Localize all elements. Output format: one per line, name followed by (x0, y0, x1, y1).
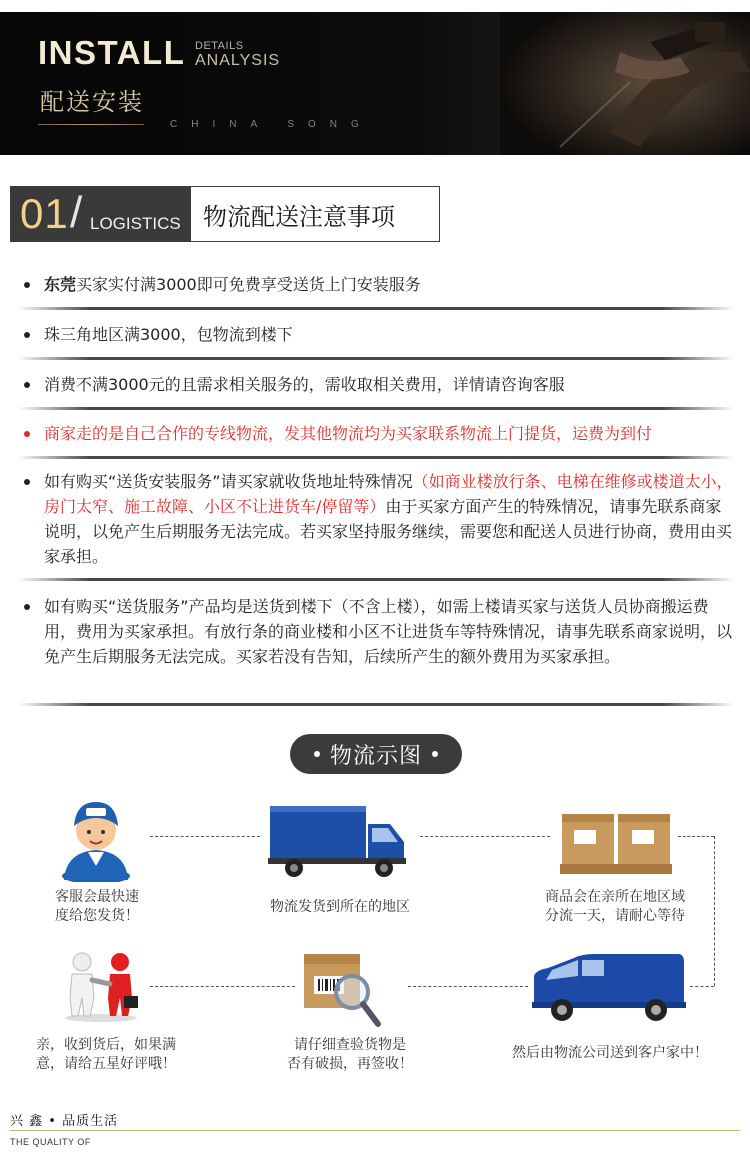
note-item-6 (22, 594, 734, 669)
step-1-line-1: 客服会最快速 (55, 889, 139, 905)
banner-details-text: DETAILS (195, 40, 244, 52)
inspect-package-icon (300, 950, 384, 1034)
separator (18, 407, 734, 410)
bullet-dot (24, 479, 30, 485)
section-slash: / (70, 188, 83, 237)
bullet-dot (24, 604, 30, 610)
flow-connector (150, 986, 295, 987)
note-item-4 (22, 421, 734, 446)
delivery-van-icon (528, 950, 688, 1024)
step-3-line-1: 商品会在亲所在地区域 (545, 889, 685, 905)
note-5-text-a: 如有购买“送货安装服务”请买家就收货地址特殊情况 (44, 472, 413, 491)
flow-title-pill (290, 734, 462, 774)
footer-subtitle: THE QUALITY OF (10, 1137, 91, 1147)
step-1-caption (30, 888, 164, 926)
step-6-line-1: 亲，收到货后，如果满 (36, 1037, 176, 1053)
flow-connector (678, 836, 714, 837)
step-5-line-1: 请仔细查验货物是 (294, 1037, 406, 1053)
note-1-text: 买家实付满3000即可免费享受送货上门安装服务 (76, 275, 421, 294)
note-item-3 (22, 372, 734, 397)
note-1-city: 东莞 (44, 275, 77, 294)
note-item-2 (22, 322, 734, 347)
flow-connector (714, 836, 715, 986)
pill-dot-right (432, 751, 438, 757)
note-5-text-b: 由于买家方面产生的特殊情况，请事先联系商家说明，以免产生后期服务无法完成。若买家坚持服务继续，需要您和配送人员进行协商，费用由买家承担。 (44, 497, 733, 566)
flow-connector (408, 986, 528, 987)
note-3-text: 消费不满3000元的且需求相关服务的，需收取相关费用，详情请咨询客服 (44, 375, 565, 394)
step-3-caption (520, 888, 710, 926)
banner-analysis-text: ANALYSIS (195, 52, 281, 69)
section-number-box (10, 186, 190, 242)
step-4-caption: 然后由物流公司送到客户家中！ (512, 1045, 708, 1061)
handshake-icon (60, 950, 142, 1022)
bullet-dot (24, 282, 30, 288)
bullet-dot (24, 431, 30, 437)
banner-install-text: INSTALL (38, 34, 186, 71)
note-4-text: 商家走的是自己合作的专线物流，发其他物流均为买家联系物流上门提货，运费为到付 (44, 424, 653, 443)
step-6-line-2: 意，请给五星好评哦！ (36, 1056, 176, 1072)
note-2-text: 珠三角地区满3000，包物流到楼下 (44, 325, 293, 344)
separator (18, 578, 734, 581)
step-2-caption: 物流发货到所在的地区 (270, 899, 410, 915)
step-6-caption (26, 1036, 186, 1074)
flow-connector (690, 986, 714, 987)
note-5-red-text: （如商业楼放行条、电梯在维修或楼道太小，房门太窄、施工故障、小区不让进货车/停留等） (44, 472, 733, 516)
footer-divider (10, 1130, 740, 1131)
step-3-line-2: 分流一天，请耐心等待 (545, 908, 685, 924)
cardboard-boxes-icon (560, 810, 672, 876)
bullet-dot (24, 332, 30, 338)
banner-chinese-title: 配送安装 (40, 88, 144, 116)
separator (18, 307, 734, 310)
flow-connector (150, 836, 260, 837)
banner-china-song: CHINA SONG (170, 119, 373, 130)
separator (18, 456, 734, 459)
section-sub-label: LOGISTICS (90, 214, 181, 233)
install-banner (0, 12, 750, 155)
step-5-line-2: 否有破损，再签收！ (287, 1056, 413, 1072)
section-title: 物流配送注意事项 (190, 186, 440, 242)
footer-brand: 兴 鑫 • 品质生活 (10, 1114, 119, 1129)
bullet-dot (24, 382, 30, 388)
step-5-caption (270, 1036, 430, 1074)
pill-dot-left (314, 751, 320, 757)
note-6-text: 如有购买“送货服务”产品均是送货到楼下（不含上楼），如需上楼请买家与送货人员协商搬运费用，费用为买家承担。有放行条的商业楼和小区不让进货车等特殊情况，请事先联系商家说明，以免产生后期服务无法完成。买家若没有告知，后续所产生的额外费用为买家承担。 (44, 597, 733, 666)
note-item-1 (22, 272, 734, 297)
separator (18, 703, 734, 706)
flow-title: 物流示图 (329, 743, 422, 769)
delivery-truck-icon (268, 804, 408, 878)
section-number: 01 (20, 190, 69, 237)
customer-service-icon (58, 796, 134, 882)
separator (18, 357, 734, 360)
flow-connector (420, 836, 550, 837)
section-header (10, 186, 440, 242)
installer-photo (500, 12, 750, 155)
step-1-line-2: 度给您发货！ (55, 908, 139, 924)
note-item-5 (22, 469, 734, 569)
banner-underline (38, 124, 144, 125)
